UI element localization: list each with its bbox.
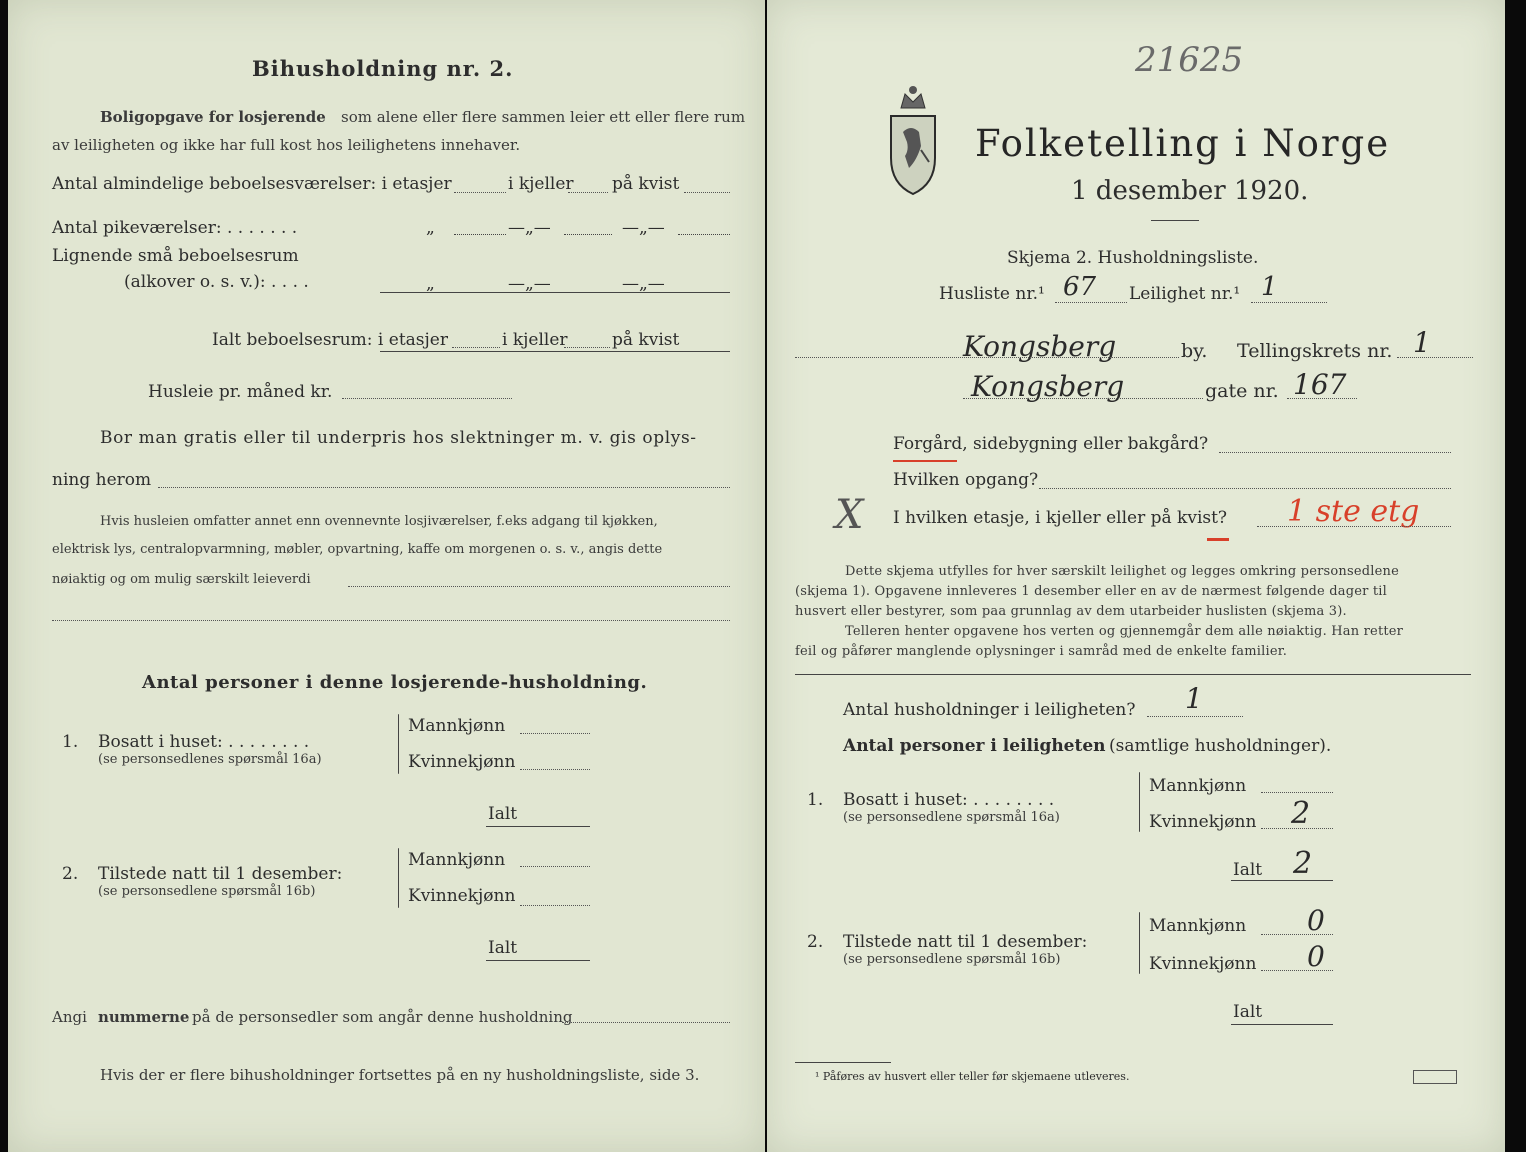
pike-ditto: „ [426, 218, 435, 238]
bor-line2: ning herom [52, 470, 152, 490]
hvis-extra-line [52, 620, 730, 621]
skjema-label: Skjema 2. Husholdningsliste. [1007, 248, 1259, 268]
stamp-number: 21625 [1135, 40, 1244, 80]
left-q1-ialt-line [486, 826, 590, 827]
right-q2-ialt-line [1231, 1024, 1333, 1025]
husliste-line [1055, 302, 1127, 303]
right-q1-kvinne-value: 2 [1291, 796, 1311, 831]
right-q2-mann-value: 0 [1307, 904, 1325, 937]
right-q2-label: Tilstede natt til 1 desember: [843, 932, 1088, 952]
title-rule [1151, 220, 1199, 221]
alkover-label: (alkover o. s. v.): . . . . [124, 272, 309, 292]
alkover-ditto-2: —„— [508, 274, 551, 294]
left-q2-kvinne-line [520, 905, 590, 906]
left-q1-label: Bosatt i huset: . . . . . . . . [98, 732, 310, 752]
right-q1-num: 1. [807, 790, 824, 810]
left-q2-mann: Mannkjønn [408, 850, 506, 870]
right-date: 1 desember 1920. [1071, 176, 1309, 206]
tellingskrets-label: Tellingskrets nr. [1237, 340, 1393, 362]
bor-line [158, 487, 730, 488]
left-q2-kvinne: Kvinnekjønn [408, 886, 516, 906]
info-line2: (skjema 1). Opgavene innleveres 1 desember eller en av de nærmest følgende dager til [795, 584, 1388, 599]
info-line3: husvert eller bestyrer, som paa grunnlag av dem utarbeider huslisten (skjema 3). [795, 604, 1347, 619]
husliste-label: Husliste nr.¹ [939, 284, 1045, 304]
left-q1-kvinne-line [520, 769, 590, 770]
ialt-underline [380, 351, 730, 352]
by-line [795, 357, 1179, 358]
info-line4: Telleren henter opgavene hos verten og gjennemgår dem alle nøiaktig. Han retter [845, 624, 1404, 639]
husleie-line [342, 398, 512, 399]
footnote: ¹ Påføres av husvert eller teller før skjemaene utleveres. [815, 1070, 1130, 1083]
opgang-line [1039, 488, 1451, 489]
left-q2-mann-line [520, 866, 590, 867]
etasje-value: 1 ste etg [1287, 494, 1420, 529]
pike-ditto-2: —„— [508, 218, 551, 238]
angi-pre: Angi [52, 1008, 87, 1026]
forgard-red-underline [893, 460, 957, 462]
hvis-line3: nøiaktig og om mulig særskilt leieverdi [52, 572, 311, 587]
pike-ditto-3: —„— [622, 218, 665, 238]
ialt-kjeller: i kjeller [502, 330, 568, 350]
pike-line-2 [564, 234, 612, 235]
left-q2-ialt: Ialt [488, 938, 518, 958]
right-q2-kvinne-value: 0 [1307, 940, 1325, 973]
right-q2-kvinne: Kvinnekjønn [1149, 954, 1257, 974]
info-line1: Dette skjema utfylles for hver særskilt leilighet og legges omkring personsedlene [845, 564, 1399, 579]
coat-of-arms-icon [883, 80, 943, 200]
alkover-underline [380, 292, 730, 293]
hvis-line1: Hvis husleien omfatter annet enn ovennevnte losjiværelser, f.eks adgang til kjøkken, [100, 514, 658, 529]
gate-value: Kongsberg [971, 370, 1125, 403]
alkover-ditto: „ [426, 274, 435, 294]
left-q2-ialt-line [486, 960, 590, 961]
right-q1-kvinne-line [1261, 828, 1333, 829]
antal-pers-bold: Antal personer i leiligheten [843, 736, 1106, 756]
left-q1-kvinne: Kvinnekjønn [408, 752, 516, 772]
left-q1-sub: (se personsedlenes spørsmål 16a) [98, 752, 322, 767]
angi-line [562, 1022, 730, 1023]
right-q1-ialt: Ialt [1233, 860, 1263, 880]
gate-line [963, 398, 1203, 399]
rooms-kjeller-line [568, 192, 608, 193]
right-q1-brace [1139, 772, 1140, 832]
right-q1-kvinne: Kvinnekjønn [1149, 812, 1257, 832]
right-q2-mann: Mannkjønn [1149, 916, 1247, 936]
etasje-label: I hvilken etasje, i kjeller eller på kvist? [893, 508, 1228, 528]
kvist-red-dash [1207, 538, 1229, 541]
by-value: Kongsberg [963, 330, 1117, 363]
pike-line-3 [678, 234, 730, 235]
antal-hush-label: Antal husholdninger i leiligheten? [843, 700, 1136, 720]
left-q2-brace [398, 848, 399, 908]
tellingskrets-value: 1 [1413, 326, 1431, 359]
pike-line-1 [454, 234, 506, 235]
right-q2-num: 2. [807, 932, 824, 952]
lignende-label: Lignende små beboelsesrum [52, 246, 299, 266]
rooms-etasjer-line [454, 192, 506, 193]
right-q1-ialt-line [1231, 880, 1333, 881]
ialt-rooms-label: Ialt beboelsesrum: i etasjer [212, 330, 448, 350]
right-q2-mann-line [1261, 934, 1333, 935]
leilighet-label: Leilighet nr.¹ [1129, 284, 1241, 304]
intro-rest: som alene eller flere sammen leier ett eller flere rum [341, 108, 746, 126]
ialt-kjeller-line [564, 347, 610, 348]
left-q1-brace [398, 714, 399, 774]
printer-mark-icon [1413, 1070, 1457, 1084]
left-page [8, 0, 765, 1152]
right-q1-mann: Mannkjønn [1149, 776, 1247, 796]
intro-line2: av leiligheten og ikke har full kost hos leilighetens innehaver. [52, 136, 521, 154]
left-q1-num: 1. [62, 732, 79, 752]
antal-hush-value: 1 [1185, 682, 1203, 715]
right-q2-kvinne-line [1261, 970, 1333, 971]
ialt-etasjer-line [452, 347, 500, 348]
leilighet-value: 1 [1261, 272, 1278, 302]
info-rule [795, 674, 1471, 675]
gate-nr-value: 167 [1293, 368, 1347, 401]
left-footer: Hvis der er flere bihusholdninger fortsettes på en ny husholdningsliste, side 3. [100, 1066, 700, 1084]
left-q2-label: Tilstede natt til 1 desember: [98, 864, 343, 884]
right-title: Folketelling i Norge [975, 122, 1391, 165]
leilighet-line [1251, 302, 1327, 303]
intro-bold: Boligopgave for losjerende [100, 108, 326, 126]
angi-post: på de personsedler som angår denne husholdning [192, 1008, 573, 1026]
etasje-line [1257, 526, 1451, 527]
right-q1-ialt-value: 2 [1293, 846, 1313, 881]
hvis-line [348, 586, 730, 587]
left-q1-mann: Mannkjønn [408, 716, 506, 736]
left-q1-mann-line [520, 733, 590, 734]
rooms-kvist: på kvist [612, 174, 680, 194]
rooms-kvist-line [684, 192, 730, 193]
gate-nr-line [1287, 398, 1357, 399]
info-line5: feil og påfører manglende oplysninger i samråd med de enkelte familier. [795, 644, 1288, 659]
hvis-line2: elektrisk lys, centralopvarmning, møbler, opvartning, kaffe om morgenen o. s. v., angis dette [52, 542, 663, 557]
antal-pers-rest: (samtlige husholdninger). [1109, 736, 1332, 756]
rooms-label: Antal almindelige beboelsesværelser: i etasjer [52, 174, 452, 194]
footnote-rule [795, 1062, 891, 1063]
opgang-label: Hvilken opgang? [893, 470, 1039, 490]
left-title: Bihusholdning nr. 2. [252, 56, 514, 81]
alkover-ditto-3: —„— [622, 274, 665, 294]
antal-hush-line [1147, 716, 1243, 717]
forgard-line [1219, 452, 1451, 453]
by-label: by. [1181, 340, 1208, 362]
husleie-label: Husleie pr. måned kr. [148, 382, 333, 402]
right-q1-sub: (se personsedlene spørsmål 16a) [843, 810, 1060, 825]
right-q1-mann-line [1261, 792, 1333, 793]
forgard-label: Forgård, sidebygning eller bakgård? [893, 434, 1209, 454]
rooms-kjeller: i kjeller [508, 174, 574, 194]
tellingskrets-line [1397, 357, 1473, 358]
right-page [767, 0, 1505, 1152]
angi-bold: nummerne [98, 1008, 190, 1026]
ialt-kvist: på kvist [612, 330, 680, 350]
bor-line1: Bor man gratis eller til underpris hos slektninger m. v. gis oplys- [100, 428, 697, 448]
right-q2-ialt: Ialt [1233, 1002, 1263, 1022]
cross-mark: X [835, 492, 864, 538]
left-q1-ialt: Ialt [488, 804, 518, 824]
right-q2-sub: (se personsedlene spørsmål 16b) [843, 952, 1061, 967]
gate-label: gate nr. [1205, 380, 1279, 402]
right-q1-label: Bosatt i huset: . . . . . . . . [843, 790, 1055, 810]
pike-label: Antal pikeværelser: . . . . . . . [52, 218, 298, 238]
left-q2-sub: (se personsedlene spørsmål 16b) [98, 884, 316, 899]
left-q2-num: 2. [62, 864, 79, 884]
right-q2-brace [1139, 912, 1140, 974]
antal-heading: Antal personer i denne losjerende-husholdning. [142, 672, 648, 693]
husliste-value: 67 [1063, 272, 1097, 302]
